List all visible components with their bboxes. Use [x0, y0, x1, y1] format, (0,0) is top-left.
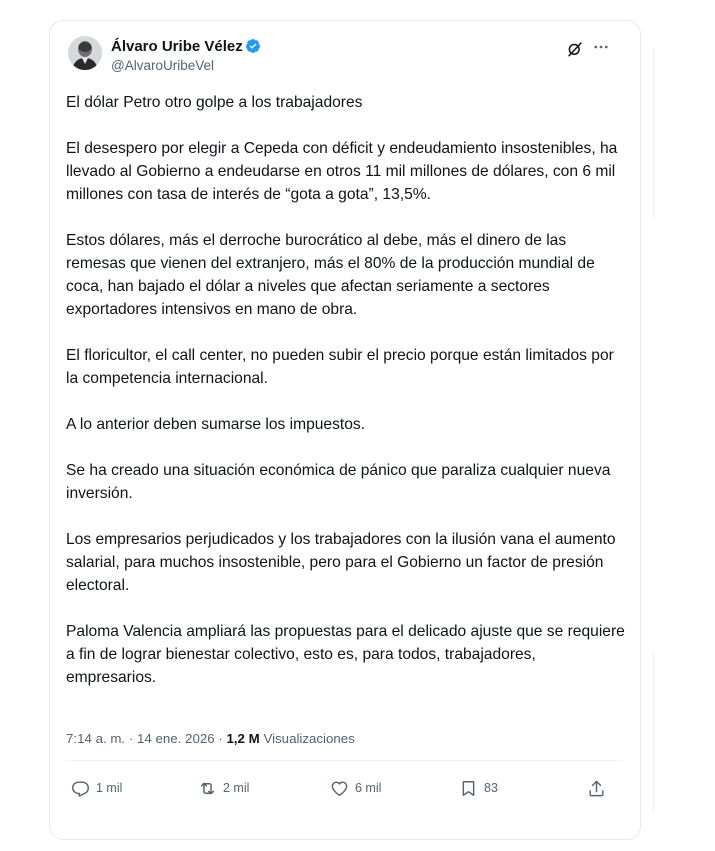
meta-separator: · — [128, 731, 134, 746]
tweet-paragraph: El desespero por elegir a Cepeda con déficit y endeudamiento insostenibles, ha llevado al Gobierno a endeudarse en otros 11 mil millones de dólares, con 6 mil millones con tasa de interés de “gota a gota”, 13,5%. — [66, 140, 618, 203]
bookmark-button[interactable] — [459, 778, 498, 798]
like-button[interactable] — [330, 778, 381, 798]
divider — [66, 760, 622, 761]
tweet-paragraph: Estos dólares, más el derroche burocrático al debe, más el dinero de las remesas que vienen del extranjero, más el 80% de la producción mundial de coca, han bajado el dólar a niveles que afectan seriamente a sectores exportadores intensivos en mano de obra. — [66, 232, 595, 318]
like-icon — [330, 779, 349, 798]
bookmark-count: 83 — [484, 781, 498, 795]
tweet-text — [66, 91, 626, 689]
avatar[interactable] — [68, 36, 102, 70]
tweet-paragraph: Paloma Valencia ampliará las propuestas para el delicado ajuste que se requiere a fin de lograr bienestar colectivo, esto es, para todos, trabajadores, empresarios. — [66, 623, 625, 686]
tweet-paragraph: El dólar Petro otro golpe a los trabajadores — [66, 94, 363, 111]
views-count[interactable]: 1,2 M — [226, 731, 260, 746]
author-name[interactable]: Álvaro Uribe Vélez — [111, 38, 243, 55]
views-label[interactable]: Visualizaciones — [263, 731, 355, 746]
reply-button[interactable] — [71, 778, 122, 798]
bookmark-icon — [459, 779, 478, 798]
verified-badge-icon — [245, 38, 261, 54]
tweet-paragraph: A lo anterior deben sumarse los impuestos. — [66, 416, 366, 433]
avatar-photo — [68, 36, 102, 70]
tweet-paragraph: Se ha creado una situación económica de pánico que paraliza cualquier nueva inversión. — [66, 462, 611, 502]
side-panel-top — [653, 48, 668, 218]
tweet-time[interactable]: 7:14 a. m. — [66, 731, 126, 746]
meta-separator: · — [218, 731, 223, 746]
reply-count: 1 mil — [96, 781, 123, 795]
tweet-date[interactable]: 14 ene. 2026 — [136, 731, 215, 746]
tweet-paragraph: Los empresarios perjudicados y los trabajadores con la ilusión vana el aumento salarial, para muchos insostenible, pero para el Gobierno un factor de presión electoral. — [66, 531, 616, 594]
author-handle[interactable]: @AlvaroUribeVel — [111, 58, 214, 73]
reply-icon — [71, 779, 90, 798]
more-icon[interactable] — [592, 38, 610, 56]
like-count: 6 mil — [355, 781, 382, 795]
repost-icon — [198, 779, 217, 798]
tweet-paragraph: El floricultor, el call center, no pueden subir el precio porque están limitados por la competencia internacional. — [66, 347, 614, 387]
share-button[interactable] — [587, 778, 606, 798]
grok-icon[interactable] — [566, 40, 584, 58]
repost-count: 2 mil — [223, 781, 250, 795]
share-icon — [587, 779, 606, 798]
repost-button[interactable] — [198, 778, 249, 798]
tweet-meta — [66, 731, 355, 746]
side-panel-bottom — [653, 652, 668, 812]
